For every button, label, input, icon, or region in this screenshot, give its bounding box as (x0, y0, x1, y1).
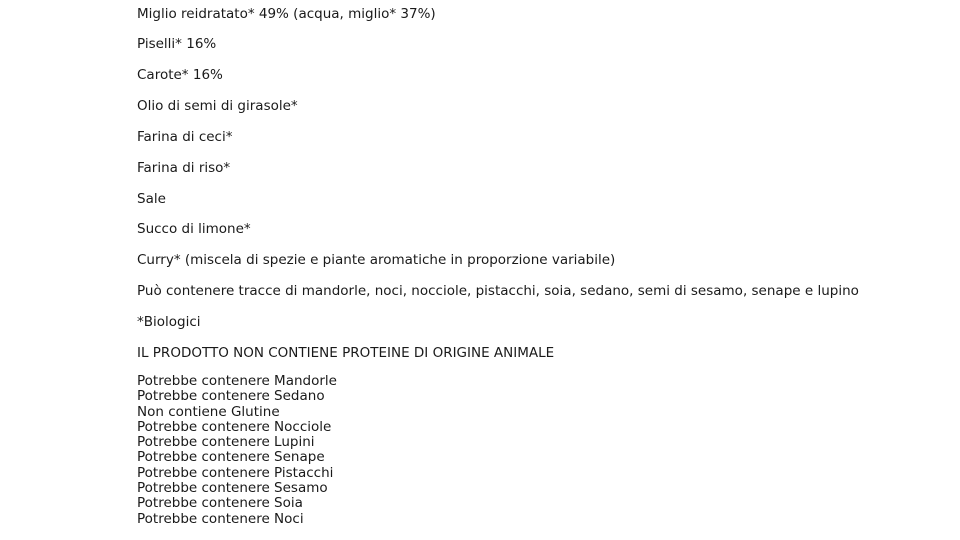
organic-note: *Biologici (137, 314, 201, 330)
ingredient-line: Sale (137, 191, 166, 207)
allergen-item: Potrebbe contenere Mandorle (137, 373, 337, 389)
ingredient-line: Miglio reidratato* 49% (acqua, miglio* 37%) (137, 6, 436, 22)
ingredient-line: Olio di semi di girasole* (137, 98, 298, 114)
allergen-item: Potrebbe contenere Senape (137, 449, 325, 466)
allergen-item: Potrebbe contenere Noci (137, 510, 304, 527)
ingredient-line: Succo di limone* (137, 221, 251, 237)
allergen-item: Potrebbe contenere Pistacchi (137, 464, 334, 481)
traces-warning: Può contenere tracce di mandorle, noci, nocciole, pistacchi, soia, sedano, semi di sesamo, senape e lupino (137, 283, 859, 299)
allergen-list (137, 374, 337, 527)
no-animal-protein-note: IL PRODOTTO NON CONTIENE PROTEINE DI ORIGINE ANIMALE (137, 345, 555, 361)
allergen-item: Potrebbe contenere Lupini (137, 434, 315, 451)
allergen-item: Potrebbe contenere Nocciole (137, 418, 332, 435)
allergen-item: Non contiene Glutine (137, 403, 280, 420)
allergen-item: Potrebbe contenere Sedano (137, 388, 325, 405)
ingredient-line: Curry* (miscela di spezie e piante aromatiche in proporzione variabile) (137, 252, 616, 268)
allergen-item: Potrebbe contenere Sesamo (137, 480, 328, 497)
allergen-item: Potrebbe contenere Soia (137, 495, 303, 512)
ingredient-line: Carote* 16% (137, 67, 223, 83)
ingredient-line: Farina di riso* (137, 160, 231, 176)
ingredient-line: Piselli* 16% (137, 36, 217, 52)
ingredient-line: Farina di ceci* (137, 129, 233, 145)
